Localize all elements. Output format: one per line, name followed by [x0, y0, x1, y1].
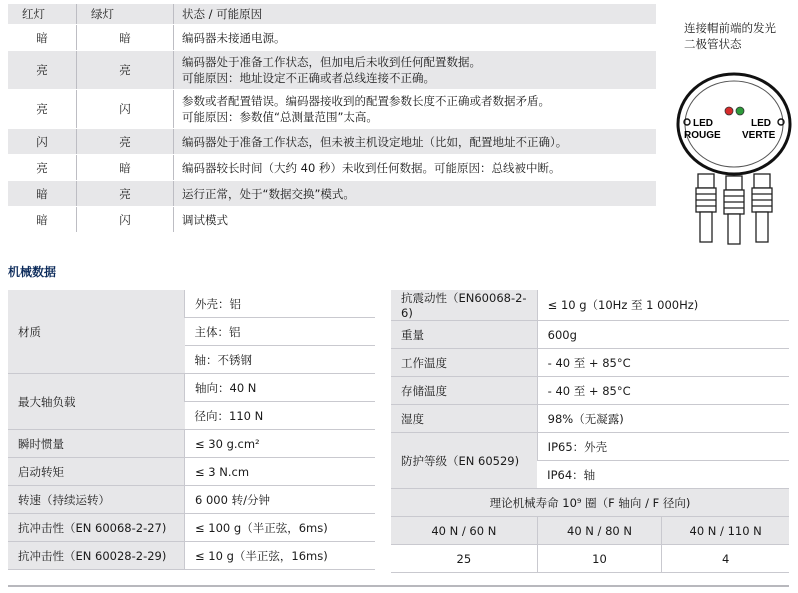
cable-connectors-icon [696, 174, 772, 244]
lifetime-header: 40 N / 80 N [537, 517, 662, 545]
shaft-load-value: 轴向：40 N [185, 374, 376, 402]
led-rouge-label-1: LED [693, 118, 713, 129]
led-table-header [8, 4, 656, 25]
green-state: 亮 [77, 51, 174, 90]
status-text: 编码器较长时间（大约 40 秒）未收到任何数据。可能原因：总线被中断。 [174, 155, 657, 181]
material-value: 外壳：铝 [185, 290, 376, 318]
torque-label: 启动转矩 [8, 458, 185, 486]
weight-value: 600g [537, 321, 789, 349]
inertia-label: 瞬时惯量 [8, 430, 185, 458]
mechanical-table-right [391, 290, 789, 573]
storage-temp-value: - 40 至 + 85°C [537, 377, 789, 405]
lifetime-value: 25 [391, 545, 537, 573]
mechanical-table-left [8, 290, 375, 570]
shock2-label: 抗冲击性（EN 60028-2-29) [8, 542, 185, 570]
led-verte-label-2: VERTE [742, 130, 776, 141]
lifetime-value: 10 [537, 545, 662, 573]
red-state: 暗 [8, 207, 77, 233]
led-row [8, 25, 656, 51]
led-row [8, 181, 656, 207]
green-state: 亮 [77, 181, 174, 207]
protection-label: 防护等级（EN 60529) [391, 433, 537, 489]
section-title-mechanical: 机械数据 [8, 265, 57, 279]
table-row [391, 517, 789, 545]
lifetime-header: 40 N / 60 N [391, 517, 537, 545]
red-state: 暗 [8, 25, 77, 51]
led-row [8, 207, 656, 233]
bottom-divider [8, 585, 789, 587]
protection-value: IP65：外壳 [537, 433, 789, 461]
table-row [8, 430, 375, 458]
led-rouge-label-2: ROUGE [684, 130, 721, 141]
table-row [391, 489, 789, 517]
operating-temp-value: - 40 至 + 85°C [537, 349, 789, 377]
encoder-led-illustration [674, 64, 794, 254]
figure-caption: 连接帽前端的发光 二极管状态 [684, 21, 776, 51]
inertia-value: ≤ 30 g.cm² [185, 430, 376, 458]
table-row [8, 290, 375, 318]
table-row [8, 374, 375, 402]
material-value: 主体：铝 [185, 318, 376, 346]
red-state: 闪 [8, 129, 77, 155]
red-state: 暗 [8, 181, 77, 207]
lifetime-title: 理论机械寿命 10⁹ 圈（F 轴向 / F 径向) [391, 489, 789, 517]
header-status: 状态 / 可能原因 [174, 4, 657, 25]
table-row [8, 514, 375, 542]
status-text: 参数或者配置错误。编码器接收到的配置参数长度不正确或者数据矛盾。 可能原因：参数值“总测量范围”太高。 [174, 90, 657, 129]
humidity-label: 湿度 [391, 405, 537, 433]
material-value: 轴：不锈钢 [185, 346, 376, 374]
material-label: 材质 [8, 290, 185, 374]
led-row [8, 155, 656, 181]
table-row [391, 377, 789, 405]
green-state: 闪 [77, 90, 174, 129]
speed-value: 6 000 转/分钟 [185, 486, 376, 514]
status-text: 编码器处于准备工作状态，但加电后未收到任何配置数据。 可能原因：地址设定不正确或者总线连接不正确。 [174, 51, 657, 90]
humidity-value: 98%（无凝露) [537, 405, 789, 433]
red-state: 亮 [8, 51, 77, 90]
red-led-icon [725, 107, 733, 115]
shock1-value: ≤ 100 g（半正弦，6ms) [185, 514, 376, 542]
red-state: 亮 [8, 155, 77, 181]
table-row [8, 458, 375, 486]
vibration-value: ≤ 10 g（10Hz 至 1 000Hz) [537, 290, 789, 321]
table-row [8, 542, 375, 570]
led-row [8, 129, 656, 155]
weight-label: 重量 [391, 321, 537, 349]
green-state: 亮 [77, 129, 174, 155]
green-led-icon [736, 107, 744, 115]
status-text: 编码器处于准备工作状态，但未被主机设定地址（比如，配置地址不正确）。 [174, 129, 657, 155]
lifetime-value: 4 [662, 545, 789, 573]
torque-value: ≤ 3 N.cm [185, 458, 376, 486]
table-row [391, 349, 789, 377]
vibration-label: 抗震动性（EN60068-2-6) [391, 290, 537, 321]
green-state: 暗 [77, 25, 174, 51]
shock1-label: 抗冲击性（EN 60068-2-27) [8, 514, 185, 542]
red-state: 亮 [8, 90, 77, 129]
speed-label: 转速（持续运转） [8, 486, 185, 514]
green-state: 暗 [77, 155, 174, 181]
green-state: 闪 [77, 207, 174, 233]
led-verte-label-1: LED [751, 118, 771, 129]
operating-temp-label: 工作温度 [391, 349, 537, 377]
led-row [8, 51, 656, 90]
storage-temp-label: 存储温度 [391, 377, 537, 405]
shaft-load-label: 最大轴负载 [8, 374, 185, 430]
status-text: 调试模式 [174, 207, 657, 233]
table-row [391, 545, 789, 573]
protection-value: IP64：轴 [537, 461, 789, 489]
table-row [391, 290, 789, 321]
status-text: 运行正常，处于“数据交换”模式。 [174, 181, 657, 207]
table-row [391, 405, 789, 433]
table-row [391, 321, 789, 349]
status-text: 编码器未接通电源。 [174, 25, 657, 51]
led-status-table [8, 4, 656, 233]
lifetime-header: 40 N / 110 N [662, 517, 789, 545]
table-row [391, 433, 789, 461]
shock2-value: ≤ 10 g（半正弦，16ms) [185, 542, 376, 570]
header-red-led: 红灯 [8, 4, 77, 25]
led-row [8, 90, 656, 129]
header-green-led: 绿灯 [77, 4, 174, 25]
table-row [8, 486, 375, 514]
shaft-load-value: 径向：110 N [185, 402, 376, 430]
